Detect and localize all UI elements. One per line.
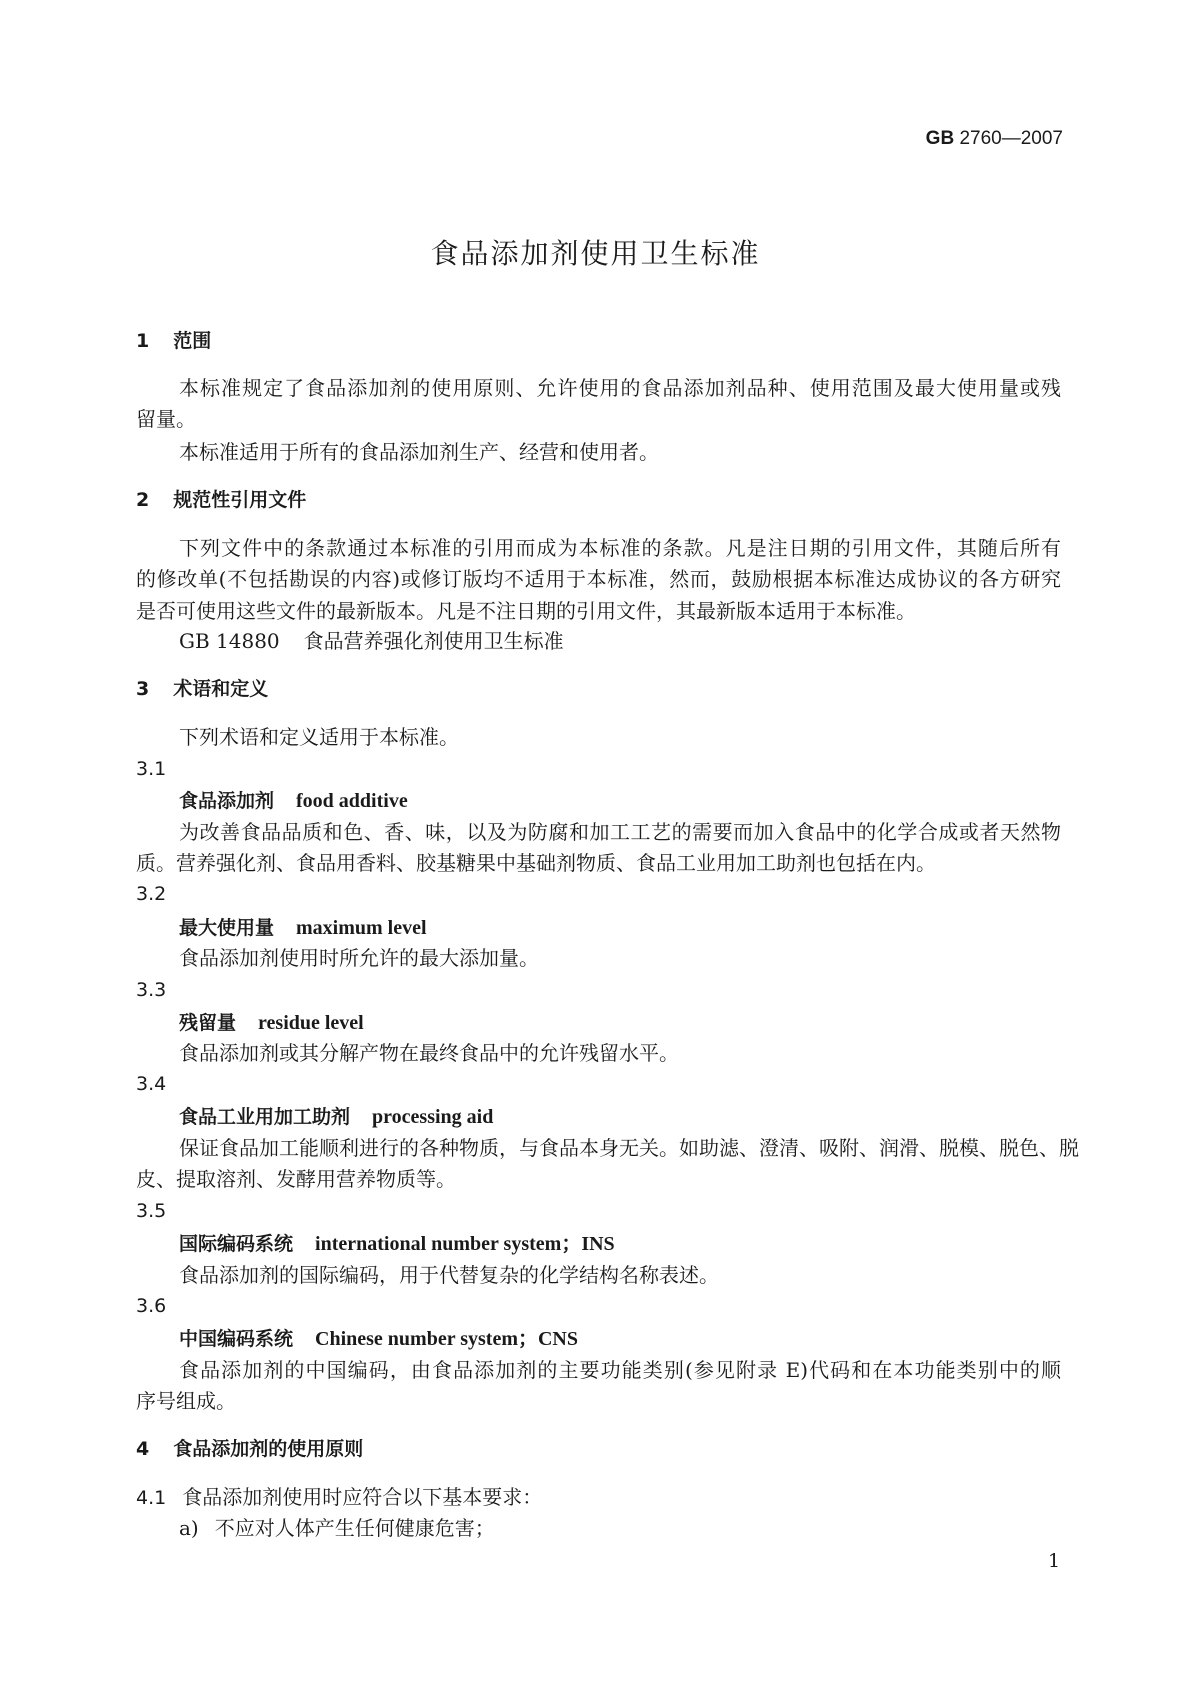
term-number: 3.5: [136, 1200, 167, 1222]
term-title: 食品工业用加工助剂 processing aid: [179, 1106, 494, 1128]
term-title: 最大使用量 maximum level: [179, 917, 427, 939]
definition-line: 序号组成。: [136, 1389, 236, 1413]
definition-line: 食品添加剂的中国编码，由食品添加剂的主要功能类别(参见附录 E)代码和在本功能类别中的顺: [179, 1358, 1061, 1382]
term-number: 3.1: [136, 758, 167, 780]
code-number: 2760—2007: [959, 128, 1063, 149]
paragraph-line: 下列术语和定义适用于本标准。: [179, 725, 459, 749]
definition-line: 保证食品加工能顺利进行的各种物质，与食品本身无关。如助滤、澄清、吸附、润滑、脱模、脱色、脱: [179, 1136, 1079, 1160]
list-item: a) 不应对人体产生任何健康危害；: [179, 1516, 495, 1540]
term-number: 3.3: [136, 979, 167, 1001]
term-number: 3.4: [136, 1073, 167, 1095]
term-number: 3.2: [136, 883, 167, 905]
term-title: 中国编码系统 Chinese number system；CNS: [179, 1328, 578, 1350]
definition-line: 食品添加剂使用时所允许的最大添加量。: [179, 946, 539, 970]
definition-line: 食品添加剂或其分解产物在最终食品中的允许残留水平。: [179, 1041, 679, 1065]
term-number: 3.6: [136, 1295, 167, 1317]
standard-code: [926, 128, 1063, 150]
section-2-heading: 2 规范性引用文件: [136, 489, 307, 511]
definition-line: 皮、提取溶剂、发酵用营养物质等。: [136, 1167, 456, 1191]
section-3-heading: 3 术语和定义: [136, 678, 269, 700]
definition-line: 为改善食品品质和色、香、味，以及为防腐和加工工艺的需要而加入食品中的化学合成或者天然物: [179, 820, 1061, 844]
code-prefix: GB: [925, 128, 955, 149]
normative-reference: GB 14880 食品营养强化剂使用卫生标准: [179, 629, 564, 653]
paragraph-line: 的修改单(不包括勘误的内容)或修订版均不适用于本标准，然而，鼓励根据本标准达成协议的各方研究: [136, 567, 1061, 591]
document-title: 食品添加剂使用卫生标准: [430, 237, 761, 270]
paragraph-line: 本标准适用于所有的食品添加剂生产、经营和使用者。: [179, 440, 659, 464]
term-title: 残留量 residue level: [179, 1012, 364, 1034]
clause-4-1: 4.1 食品添加剂使用时应符合以下基本要求：: [136, 1485, 543, 1509]
paragraph-line: 留量。: [136, 407, 196, 431]
section-1-heading: 1 范围: [136, 330, 212, 352]
definition-line: 质。营养强化剂、食品用香料、胶基糖果中基础剂物质、食品工业用加工助剂也包括在内。: [136, 851, 936, 875]
section-4-heading: 4 食品添加剂的使用原则: [136, 1438, 364, 1460]
term-title: 国际编码系统 international number system；INS: [179, 1233, 615, 1255]
definition-line: 食品添加剂的国际编码，用于代替复杂的化学结构名称表述。: [179, 1263, 719, 1287]
page-number: 1: [1048, 1550, 1061, 1572]
paragraph-line: 下列文件中的条款通过本标准的引用而成为本标准的条款。凡是注日期的引用文件，其随后所有: [179, 536, 1061, 560]
paragraph-line: 本标准规定了食品添加剂的使用原则、允许使用的食品添加剂品种、使用范围及最大使用量或残: [179, 376, 1061, 400]
term-title: 食品添加剂 food additive: [179, 790, 408, 812]
paragraph-line: 是否可使用这些文件的最新版本。凡是不注日期的引用文件，其最新版本适用于本标准。: [136, 599, 916, 623]
